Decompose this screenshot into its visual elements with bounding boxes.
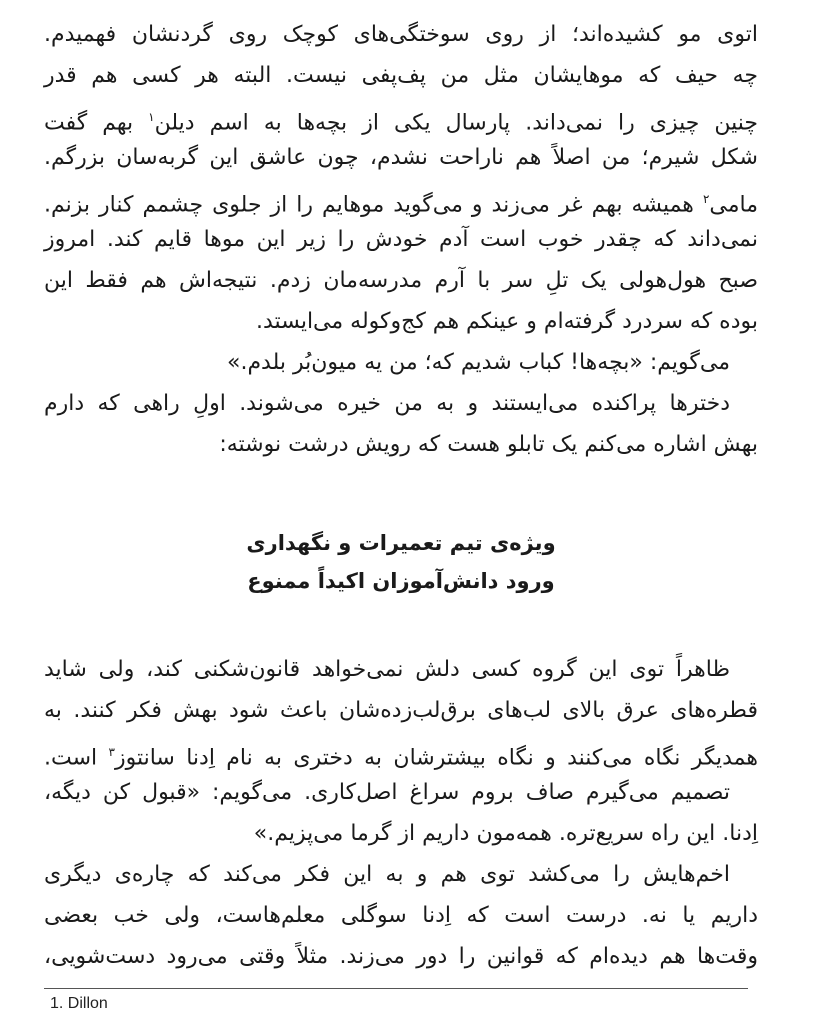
text-fragment: همیشه بهم غر می‌زند و می‌گوید موهایم را از جلوی چشمم کنار بزنم. bbox=[44, 192, 694, 218]
text-line: قطره‌های عرق بالای لب‌های برق‌لب‌زده‌شان باعث شود بهش فکر کنند. به bbox=[44, 698, 758, 723]
text-fragment: چنین چیزی را نمی‌داند. پارسال یکی از بچه‌ها به اسم دیلن bbox=[154, 110, 758, 136]
text-line: دخترها پراکنده می‌ایستند و به من خیره می‌شوند. اولِ راهی که دارم bbox=[44, 391, 730, 416]
text-line: تصمیم می‌گیرم صاف بروم سراغ اصل‌کاری. می‌گویم: «قبول کن دیگه، bbox=[44, 780, 730, 805]
book-page bbox=[44, 8, 758, 1012]
text-line: بهش اشاره می‌کنم یک تابلو هست که رویش درشت نوشته: bbox=[219, 432, 758, 457]
text-line bbox=[44, 182, 758, 216]
footnote-marker: ۲ bbox=[702, 192, 710, 206]
text-line: اتوی مو کشیده‌اند؛ از روی سوختگی‌های کوچک روی گردنشان فهمیدم. bbox=[44, 22, 758, 47]
footnote-divider bbox=[44, 988, 748, 989]
footnote-marker: ۱ bbox=[148, 110, 155, 124]
sign-line-2: ورود دانش‌آموزان اکیداً ممنوع bbox=[247, 569, 555, 593]
text-line bbox=[44, 100, 758, 134]
text-line: چه حیف که موهایشان مثل من پف‌پفی نیست. البته هر کسی هم قدر bbox=[44, 63, 758, 88]
text-line: اخم‌هایش را می‌کشد توی هم و به این فکر می‌کند که چاره‌ی دیگری bbox=[44, 862, 730, 887]
footnote-marker: ۳ bbox=[108, 745, 115, 759]
text-fragment: بهم گفت bbox=[44, 110, 134, 136]
text-line: صبح هول‌هولی یک تلِ سر با آرم مدرسه‌مان زدم. نتیجه‌اش هم فقط این bbox=[44, 268, 758, 293]
text-fragment: همدیگر نگاه می‌کنند و نگاه بیشترشان به دختری به نام اِدنا سانتوز bbox=[114, 745, 758, 771]
footnote: 1. Dillon bbox=[50, 995, 108, 1012]
text-line: نمی‌داند که چقدر خوب است آدم خودش را زیر این موها قایم کند. امروز bbox=[44, 227, 758, 252]
text-line: اِدنا. این راه سریع‌تره. همه‌مون داریم از گرما می‌پزیم.» bbox=[253, 821, 758, 846]
text-line bbox=[44, 735, 758, 769]
text-line: شکل شیرم؛ من اصلاً هم ناراحت نشدم، چون عاشق این گربه‌سان بزرگم. bbox=[44, 145, 758, 170]
text-line: می‌گویم: «بچه‌ها! کباب شدیم که؛ من یه میون‌بُر بلدم.» bbox=[226, 350, 730, 375]
text-fragment: مامی bbox=[709, 192, 758, 218]
text-line: داریم یا نه. درست است که اِدنا سوگلی معلم‌هاست، ولی خب بعضی bbox=[44, 903, 758, 928]
text-line: بوده که سردرد گرفته‌ام و عینکم هم کج‌وکوله می‌ایستد. bbox=[256, 309, 758, 334]
sign-line-1: ویژه‌ی تیم تعمیرات و نگهداری bbox=[246, 531, 556, 555]
text-line: ظاهراً توی این گروه کسی دلش نمی‌خواهد قانون‌شکنی کند، ولی شاید bbox=[44, 657, 730, 682]
text-fragment: است. bbox=[44, 745, 98, 771]
text-line: وقت‌ها هم دیده‌ام که قوانین را دور می‌زند. مثلاً وقتی می‌رود دست‌شویی، bbox=[44, 944, 758, 969]
